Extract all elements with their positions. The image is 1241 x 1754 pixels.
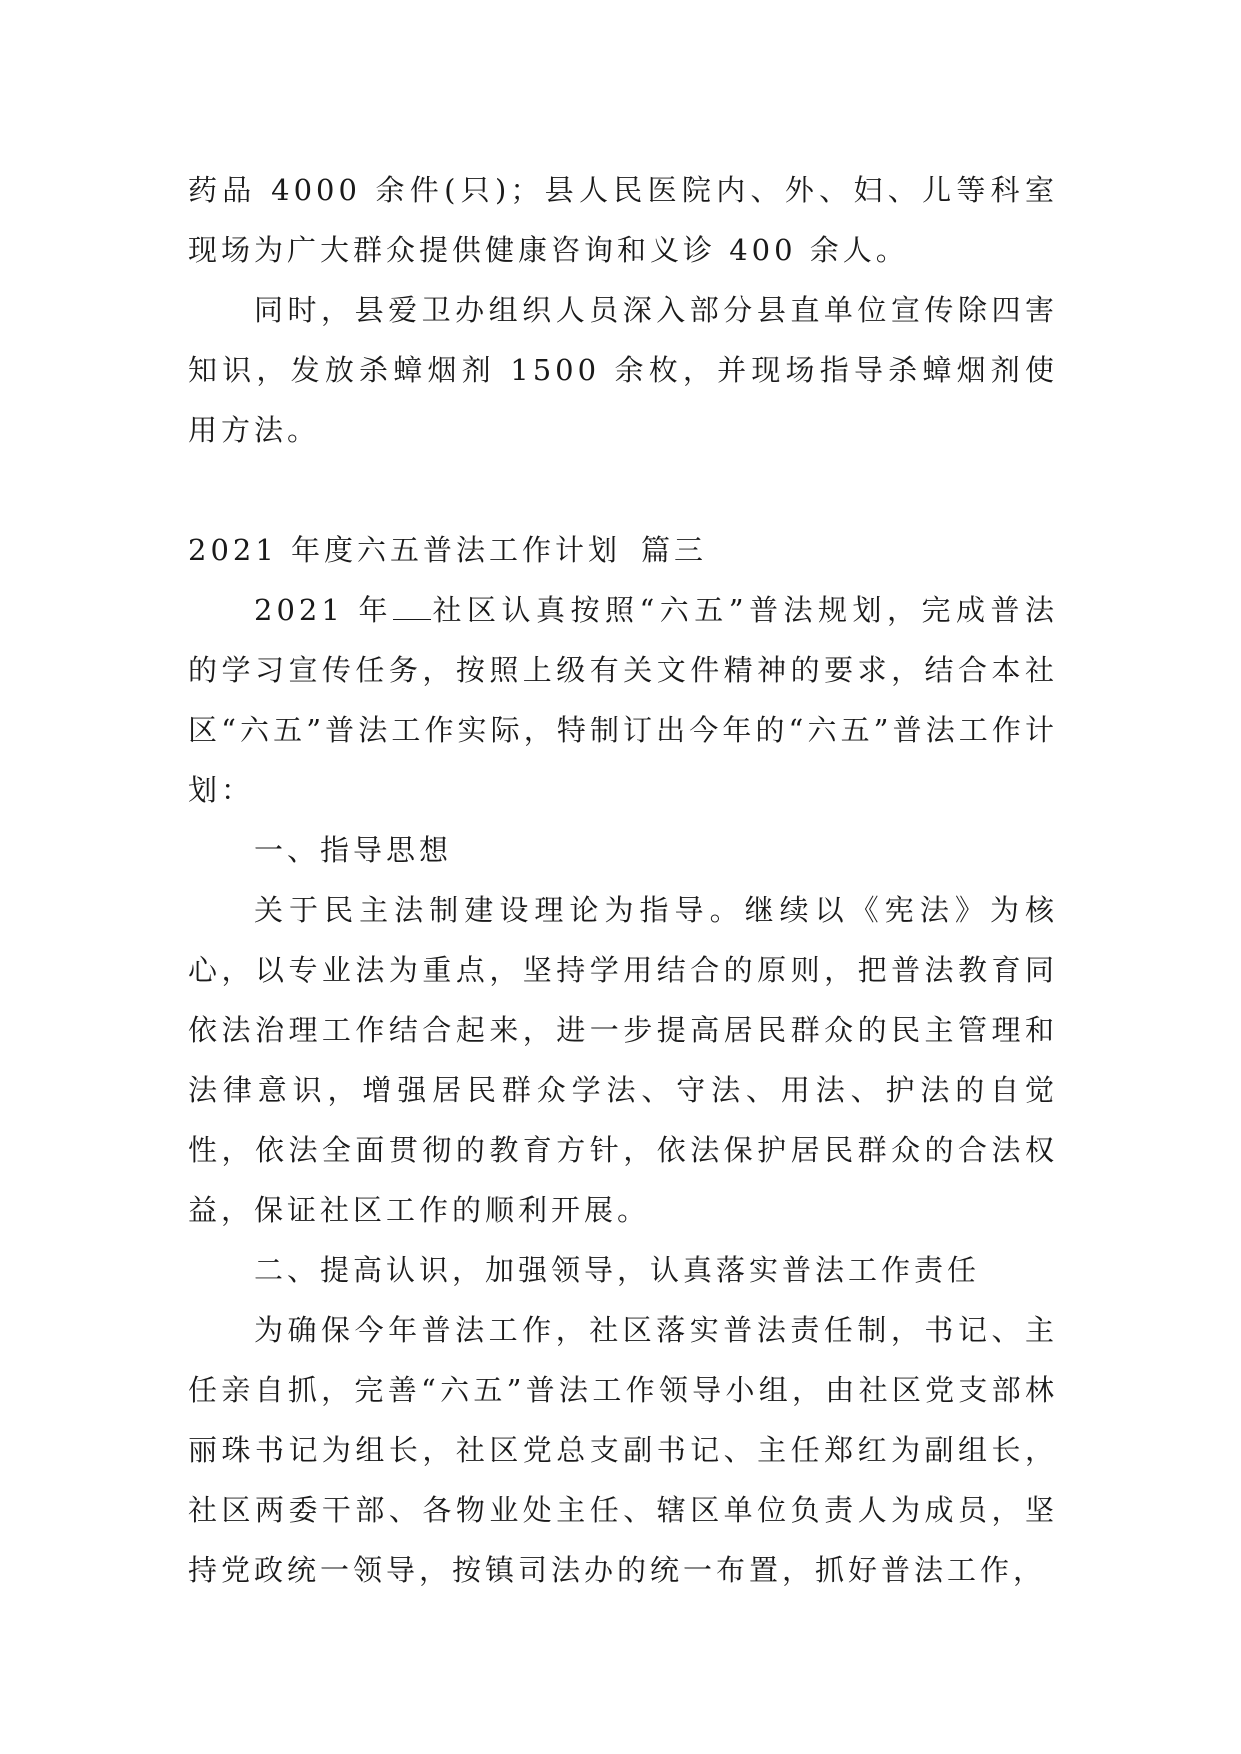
intro-prefix: 2021 年: [254, 593, 394, 627]
intro-text: 社区认真按照“六五”普法规划，完成普法的学习宣传任务，按照上级有关文件精神的要求，结合本社区“六五”普法工作实际，特制订出今年的“六五”普法工作计划：: [188, 593, 1058, 807]
section-title-text: 2021 年度六五普法工作计划: [188, 533, 622, 567]
paragraph-leadership: 为确保今年普法工作，社区落实普法责任制，书记、主任亲自抓，完善“六五”普法工作领导小组，由社区党支部林丽珠书记为组长，社区党总支副书记、主任郑红为副组长，社区两委干部、各物业处主任、辖区单位负责人为成员，坚持党政统一领导，按镇司法办的统一布置，抓好普法工作，: [188, 1313, 1058, 1587]
blank-underline: [393, 597, 431, 620]
heading-leadership: 二、提高认识，加强领导，认真落实普法工作责任: [254, 1253, 981, 1287]
paragraph-pest-control: 同时，县爱卫办组织人员深入部分县直单位宣传除四害知识，发放杀蟑烟剂 1500 余枚，并现场指导杀蟑烟剂使用方法。: [188, 293, 1058, 447]
paragraph-medicine: 药品 4000 余件(只)；县人民医院内、外、妇、儿等科室现场为广大群众提供健康咨询和义诊 400 余人。: [188, 173, 1058, 267]
section-title: [188, 520, 1058, 580]
heading-guiding-ideology: 一、指导思想: [254, 833, 453, 867]
document-body: [188, 160, 1058, 1600]
paragraph-intro: [188, 580, 1058, 820]
section-title-suffix: 篇三: [641, 533, 708, 567]
paragraph-guiding-ideology: 关于民主法制建设理论为指导。继续以《宪法》为核心，以专业法为重点，坚持学用结合的原则，把普法教育同依法治理工作结合起来，进一步提高居民群众的民主管理和法律意识，增强居民群众学法、守法、用法、护法的自觉性，依法全面贯彻的教育方针，依法保护居民群众的合法权益，保证社区工作的顺利开展。: [188, 893, 1058, 1227]
